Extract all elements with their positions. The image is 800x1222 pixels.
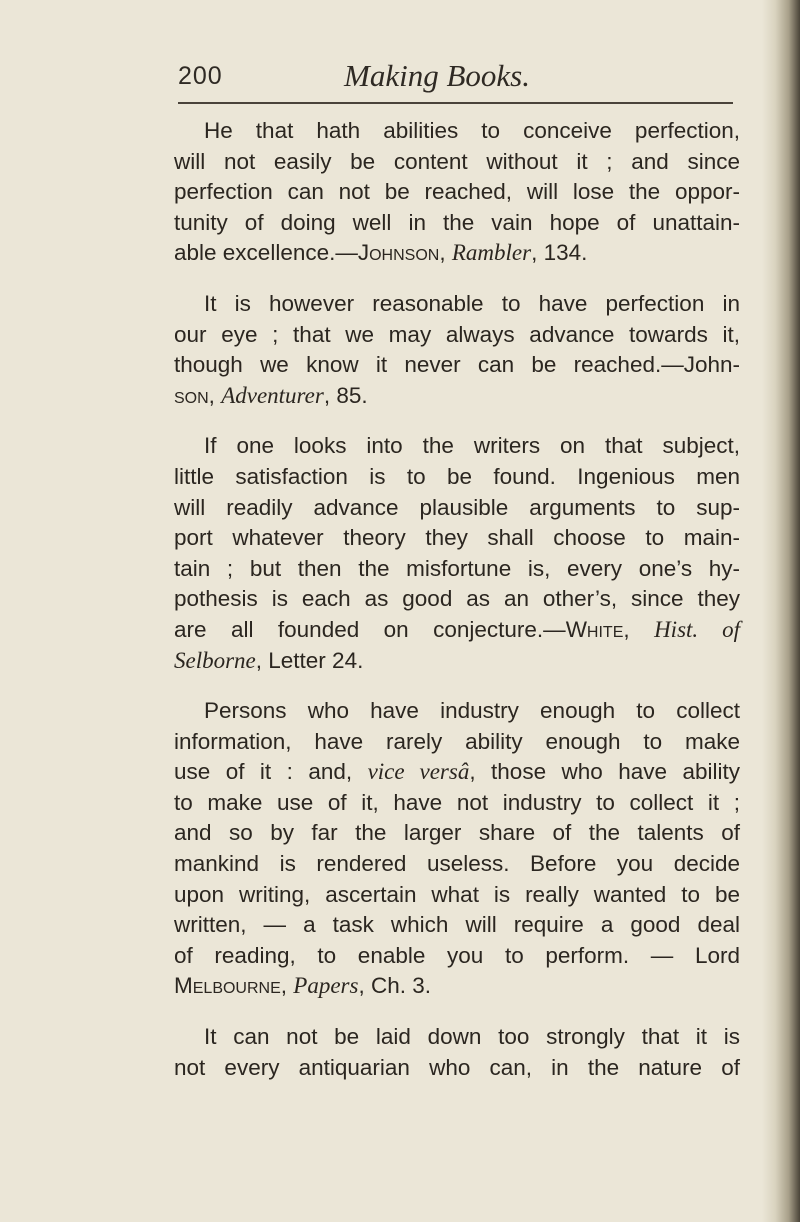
book-title: Making Books.: [344, 58, 530, 93]
citation-work: Adventurer: [221, 382, 324, 408]
text-line: It is however reasonable to have perfection in: [204, 290, 740, 316]
text-line: It can not be laid down too strongly that it is: [204, 1024, 740, 1050]
text-line: perfection can not be reached, will lose the oppor-: [174, 179, 740, 205]
citation-sep: ,: [280, 973, 294, 999]
quotation-johnson-adventurer: [174, 289, 740, 411]
citation-line: [174, 971, 740, 1002]
citation-work: Papers: [293, 973, 359, 999]
text-line: will not easily be content without it ; and since: [174, 148, 740, 174]
page-edge-shadow: [762, 0, 800, 1222]
text-line: and so by far the larger share of the talents of: [174, 820, 740, 846]
citation-sep: ,: [208, 382, 222, 408]
citation-sep: ,: [439, 240, 452, 266]
header-rule: [178, 102, 733, 104]
quotation-melbourne-papers: [174, 696, 740, 1002]
citation-work: Selborne: [174, 647, 256, 673]
text-line: He that hath abilities to conceive perfection,: [204, 118, 740, 143]
citation-line: [174, 615, 740, 646]
citation-sep: ,: [623, 616, 655, 642]
citation-ref: , 85.: [323, 382, 368, 408]
text-line: written, — a task which will require a good deal: [174, 912, 740, 938]
text-line: information, have rarely ability enough to make: [174, 728, 740, 754]
citation-text: able excellence.—: [174, 240, 358, 266]
text-line: our eye ; that we may always advance towards it,: [174, 321, 740, 347]
citation-author: White: [565, 616, 624, 642]
citation-work: Rambler: [451, 240, 532, 266]
text-line: tain ; but then the misfortune is, every one’s hy-: [174, 555, 740, 581]
citation-text: are all founded on conjecture.—: [174, 616, 566, 642]
text-line: upon writing, ascertain what is really wanted to be: [174, 881, 740, 907]
citation-line: [174, 238, 740, 269]
text-line: If one looks into the writers on that subject,: [204, 433, 740, 459]
citation-ref: , Ch. 3.: [358, 973, 432, 999]
text-line: [174, 757, 740, 788]
page-number: 200: [178, 62, 223, 90]
quotation-white-selborne: [174, 431, 740, 676]
citation-ref: , Letter 24.: [255, 647, 364, 673]
text-line: port whatever theory they shall choose to main-: [174, 525, 740, 551]
text-span: use of it : and,: [174, 759, 368, 785]
citation-ref: , 134.: [531, 240, 588, 266]
text-line: of reading, to enable you to perform. — Lord: [174, 942, 740, 968]
text-line: Persons who have industry enough to collect: [204, 698, 740, 724]
text-span: , those who have ability: [469, 759, 741, 785]
citation-author: son: [174, 382, 209, 408]
text-line: not every antiquarian who can, in the nature of: [174, 1054, 740, 1080]
text-line: tunity of doing well in the vain hope of unattain-: [174, 209, 740, 235]
citation-author: Melbourne: [174, 973, 281, 999]
quotation-johnson-rambler: [174, 116, 740, 269]
text-line: little satisfaction is to be found. Ingenious men: [174, 463, 740, 489]
text-line: will readily advance plausible arguments to sup-: [174, 494, 740, 520]
citation-author: Johnson: [357, 240, 440, 266]
text-line: pothesis is each as good as an other’s, since they: [174, 586, 740, 612]
text-line: mankind is rendered useless. Before you decide: [174, 851, 740, 877]
italic-phrase: vice versâ: [367, 759, 470, 785]
body-text: [174, 116, 740, 1103]
text-line: though we know it never can be reached.—John-: [174, 352, 740, 378]
text-line: to make use of it, have not industry to collect it ;: [174, 789, 740, 815]
citation-line: [174, 646, 740, 677]
citation-line: [174, 381, 740, 412]
citation-work: Hist. of: [654, 616, 740, 642]
running-head: [178, 58, 738, 102]
quotation-antiquarian: [174, 1022, 740, 1083]
